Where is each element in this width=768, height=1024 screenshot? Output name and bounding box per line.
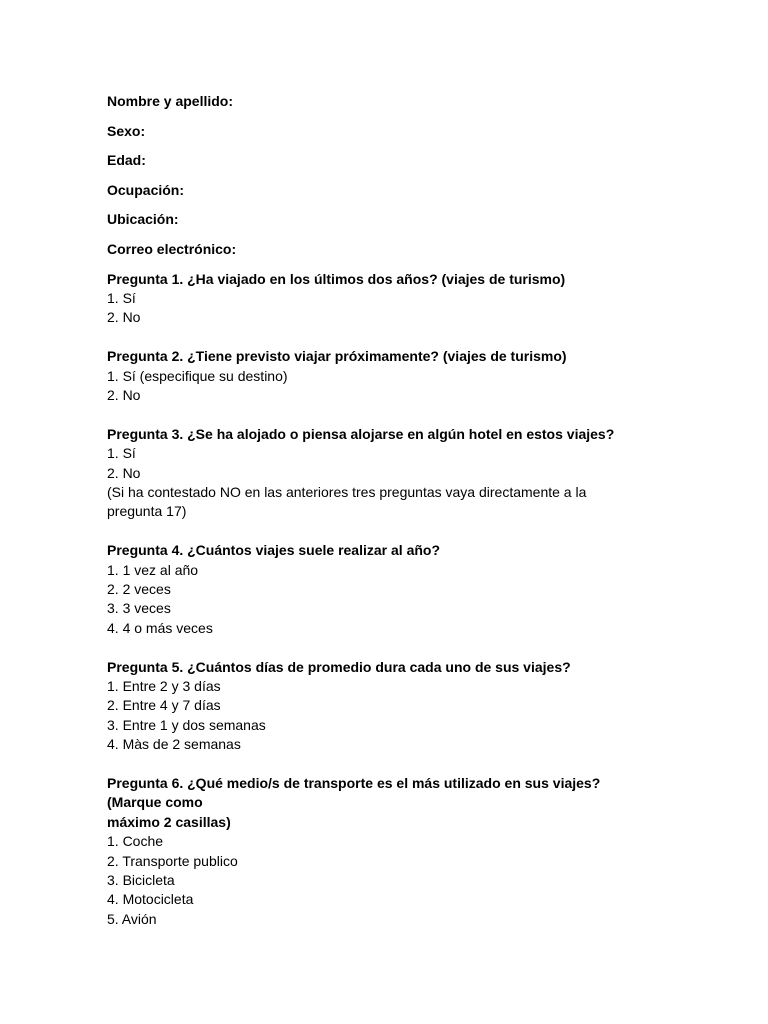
answer-option: 1. 1 vez al año — [107, 561, 199, 578]
field-location-label: Ubicación: — [107, 211, 179, 228]
answer-option: 3. Entre 1 y dos semanas — [107, 716, 266, 733]
answer-option: 4. 4 o más veces — [107, 619, 213, 636]
field-occupation-label: Ocupación: — [107, 181, 185, 198]
field-sex-label: Sexo: — [107, 122, 146, 139]
question-title: (Marque como — [107, 794, 203, 811]
skip-instruction-note: pregunta 17) — [107, 503, 187, 520]
answer-option: 4. Màs de 2 semanas — [107, 736, 241, 753]
question-1 — [107, 270, 667, 328]
question-5 — [107, 658, 667, 755]
answer-option: 2. No — [107, 309, 141, 326]
answer-option: 1. Sí — [107, 289, 136, 306]
survey-content — [107, 92, 667, 949]
question-title: Pregunta 5. ¿Cuántos días de promedio dura cada uno de sus viajes? — [107, 658, 571, 675]
answer-option: 1. Coche — [107, 833, 164, 850]
skip-instruction-note: (Si ha contestado NO en las anteriores tres preguntas vaya directamente a la — [107, 484, 587, 500]
question-title: Pregunta 1. ¿Ha viajado en los últimos dos años? (viajes de turismo) — [107, 270, 566, 287]
question-4 — [107, 541, 667, 638]
question-title: Pregunta 3. ¿Se ha alojado o piensa alojarse en algún hotel en estos viajes? — [107, 425, 615, 442]
answer-option: 2. Entre 4 y 7 días — [107, 697, 221, 714]
question-title: máximo 2 casillas) — [107, 813, 231, 830]
answer-option: 1. Sí (especifique su destino) — [107, 367, 288, 384]
field-name-label: Nombre y apellido: — [107, 93, 234, 109]
field-age-label: Edad: — [107, 152, 146, 169]
answer-option: 2. 2 veces — [107, 581, 171, 598]
field-email-label: Correo electrónico: — [107, 240, 237, 257]
question-title: Pregunta 6. ¿Qué medio/s de transporte es el más utilizado en sus viajes? — [107, 775, 601, 792]
answer-option: 4. Motocicleta — [107, 891, 194, 908]
answer-option: 1. Entre 2 y 3 días — [107, 678, 221, 695]
question-3 — [107, 425, 667, 522]
answer-option: 2. No — [107, 386, 141, 403]
question-2 — [107, 347, 667, 405]
answer-option: 1. Sí — [107, 445, 136, 462]
answer-option: 3. Bicicleta — [107, 872, 175, 889]
answer-option: 2. Transporte publico — [107, 852, 238, 869]
answer-option: 2. No — [107, 464, 141, 481]
answer-option: 5. Avión — [107, 910, 157, 927]
answer-option: 3. 3 veces — [107, 600, 171, 617]
question-title: Pregunta 4. ¿Cuántos viajes suele realizar al año? — [107, 542, 441, 559]
question-title: Pregunta 2. ¿Tiene previsto viajar próximamente? (viajes de turismo) — [107, 348, 567, 365]
personal-info-section — [107, 92, 667, 259]
question-6 — [107, 774, 667, 929]
